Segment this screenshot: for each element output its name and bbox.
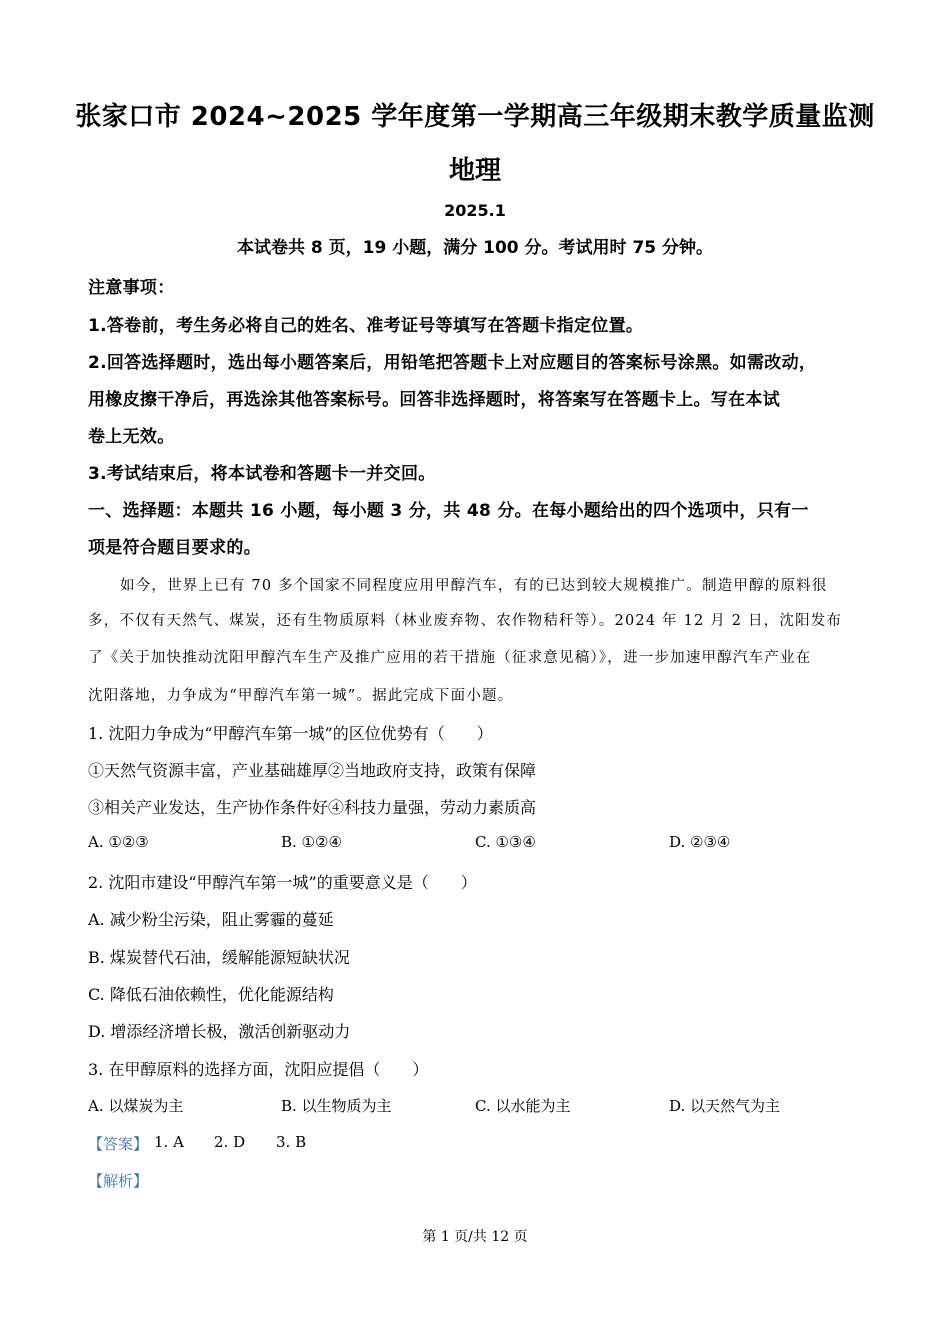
note-2-line-2: 用橡皮擦干净后，再选涂其他答案标号。回答非选择题时，将答案写在答题卡上。写在本试 xyxy=(88,390,780,410)
q2-option-a: A. 减少粉尘污染，阻止雾霾的蔓延 xyxy=(88,910,334,929)
note-1: 1.答卷前，考生务必将自己的姓名、准考证号等填写在答题卡指定位置。 xyxy=(88,316,644,336)
q2-option-c: C. 降低石油依赖性，优化能源结构 xyxy=(88,985,334,1004)
q2-stem: 2. 沈阳市建设“甲醇汽车第一城”的重要意义是（ ） xyxy=(88,873,477,892)
section-heading-line-1: 一、选择题：本题共 16 小题，每小题 3 分，共 48 分。在每小题给出的四个选项中，只有一 xyxy=(88,501,809,521)
q1-option-a: A. ①②③ xyxy=(88,833,149,851)
passage-line-2: 多，不仅有天然气、煤炭，还有生物质原料（林业废弃物、农作物秸秆等）。2024 年 12 月 2 日，沈阳发布 xyxy=(88,613,843,629)
q1-option-d: D. ②③④ xyxy=(669,833,731,851)
answer-3: 3. B xyxy=(276,1133,307,1151)
q1-stem: 1. 沈阳力争成为“甲醇汽车第一城”的区位优势有（ ） xyxy=(88,724,493,743)
q2-option-b: B. 煤炭替代石油，缓解能源短缺状况 xyxy=(88,948,350,967)
note-2-line-3: 卷上无效。 xyxy=(88,427,175,447)
answer-label: 【答案】 xyxy=(88,1135,149,1153)
passage-line-4: 沈阳落地，力争成为“甲醇汽车第一城”。据此完成下面小题。 xyxy=(88,688,514,704)
q3-option-c: C. 以水能为主 xyxy=(475,1097,571,1115)
q2-option-d: D. 增添经济增长极，激活创新驱动力 xyxy=(88,1022,351,1041)
answer-2: 2. D xyxy=(214,1133,246,1151)
q3-option-b: B. 以生物质为主 xyxy=(281,1097,392,1115)
section-heading-line-2: 项是符合题目要求的。 xyxy=(88,538,261,558)
analysis-label: 【解析】 xyxy=(88,1172,149,1190)
q1-option-b: B. ①②④ xyxy=(281,833,342,851)
q3-option-d: D. 以天然气为主 xyxy=(669,1097,781,1115)
passage-line-3: 了《关于加快推动沈阳甲醇汽车生产及推广应用的若干措施（征求意见稿）》，进一步加速甲醇汽车产业在 xyxy=(88,650,812,666)
note-2-line-1: 2.回答选择题时，选出每小题答案后，用铅笔把答题卡上对应题目的答案标号涂黑。如需改动， xyxy=(88,353,817,373)
q3-stem: 3. 在甲醇原料的选择方面，沈阳应提倡（ ） xyxy=(88,1060,429,1079)
exam-info: 本试卷共 8 页，19 小题，满分 100 分。考试用时 75 分钟。 xyxy=(236,238,714,258)
answer-1: 1. A xyxy=(154,1133,184,1151)
exam-title: 张家口市 2024~2025 学年度第一学期高三年级期末教学质量监测 xyxy=(75,102,875,132)
exam-date: 2025.1 xyxy=(444,201,506,220)
page-footer: 第 1 页/共 12 页 xyxy=(422,1229,528,1245)
passage-line-1: 如今，世界上已有 70 多个国家不同程度应用甲醇汽车，有的已达到较大规模推广。制造甲醇的原料很 xyxy=(120,578,828,594)
q1-statements-line-1: ①天然气资源丰富，产业基础雄厚②当地政府支持，政策有保障 xyxy=(88,761,537,780)
subject-title: 地理 xyxy=(448,156,501,186)
q3-option-a: A. 以煤炭为主 xyxy=(88,1097,184,1115)
q1-option-c: C. ①③④ xyxy=(475,833,536,851)
notes-heading: 注意事项： xyxy=(88,278,175,298)
q1-statements-line-2: ③相关产业发达，生产协作条件好④科技力量强，劳动力素质高 xyxy=(88,798,537,817)
note-3: 3.考试结束后，将本试卷和答题卡一并交回。 xyxy=(88,464,436,484)
